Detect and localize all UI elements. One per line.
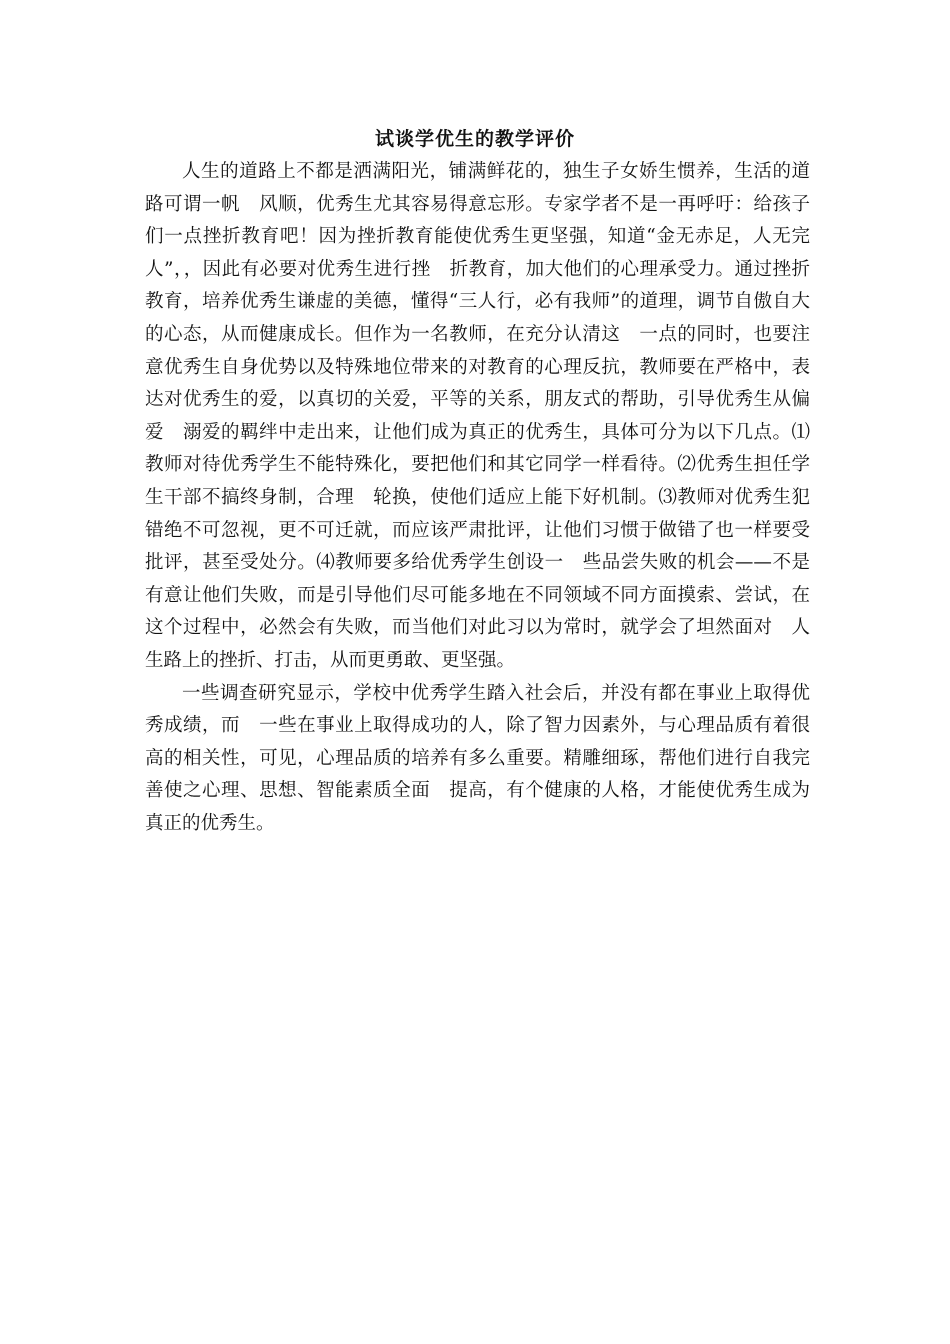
paragraph-2: 一些调查研究显示，学校中优秀学生踏入社会后，并没有都在事业上取得优秀成绩，而 一些在事业上取得成功的人，除了智力因素外，与心理品质有着很高的相关性，可见，心理品质的培养有多么重要。精雕细琢，帮他们进行自我完善使之心理、思想、智能素质全面 提高，有个健康的人格，才能使优秀生成为真正的优秀生。 — [145, 682, 810, 834]
paragraph-1: 人生的道路上不都是洒满阳光，铺满鲜花的，独生子女娇生惯养，生活的道路可谓一帆 风顺，优秀生尤其容易得意忘形。专家学者不是一再呼吁：给孩子们一点挫折教育吧！因为挫折教育能使优秀生更坚强，知道“金无赤足，人无完人”，，因此有必要对优秀生进行挫 折教育，加大他们的心理承受力。通过挫折教育，培养优秀生谦虚的美德，懂得“三人行，必有我师”的道理，调节自傲自大的心态，从而健康成长。但作为一名教师，在充分认清这 一点的同时，也要注意优秀生自身优势以及特殊地位带来的对教育的心理反抗，教师要在严格中，表达对优秀生的爱，以真切的关爱，平等的关系，朋友式的帮助，引导优秀生从偏爱 溺爱的羁绊中走出来，让他们成为真正的优秀生，具体可分为以下几点。⑴教师对待优秀学生不能特殊化，要把他们和其它同学一样看待。⑵优秀生担任学生干部不搞终身制，合理 轮换，使他们适应上能下好机制。⑶教师对优秀生犯错绝不可忽视，更不可迁就，而应该严肃批评，让他们习惯于做错了也一样要受批评，甚至受处分。⑷教师要多给优秀学生创设一 些品尝失败的机会——不是有意让他们失败，而是引导他们尽可能多地在不同领域不同方面摸索、尝试，在这个过程中，必然会有失败，而当他们对此习以为常时，就学会了坦然面对 人生路上的挫折、打击，从而更勇敢、更坚强。 — [145, 161, 810, 671]
document-title: 试谈学优生的教学评价 — [374, 128, 575, 150]
document-body — [145, 156, 810, 840]
